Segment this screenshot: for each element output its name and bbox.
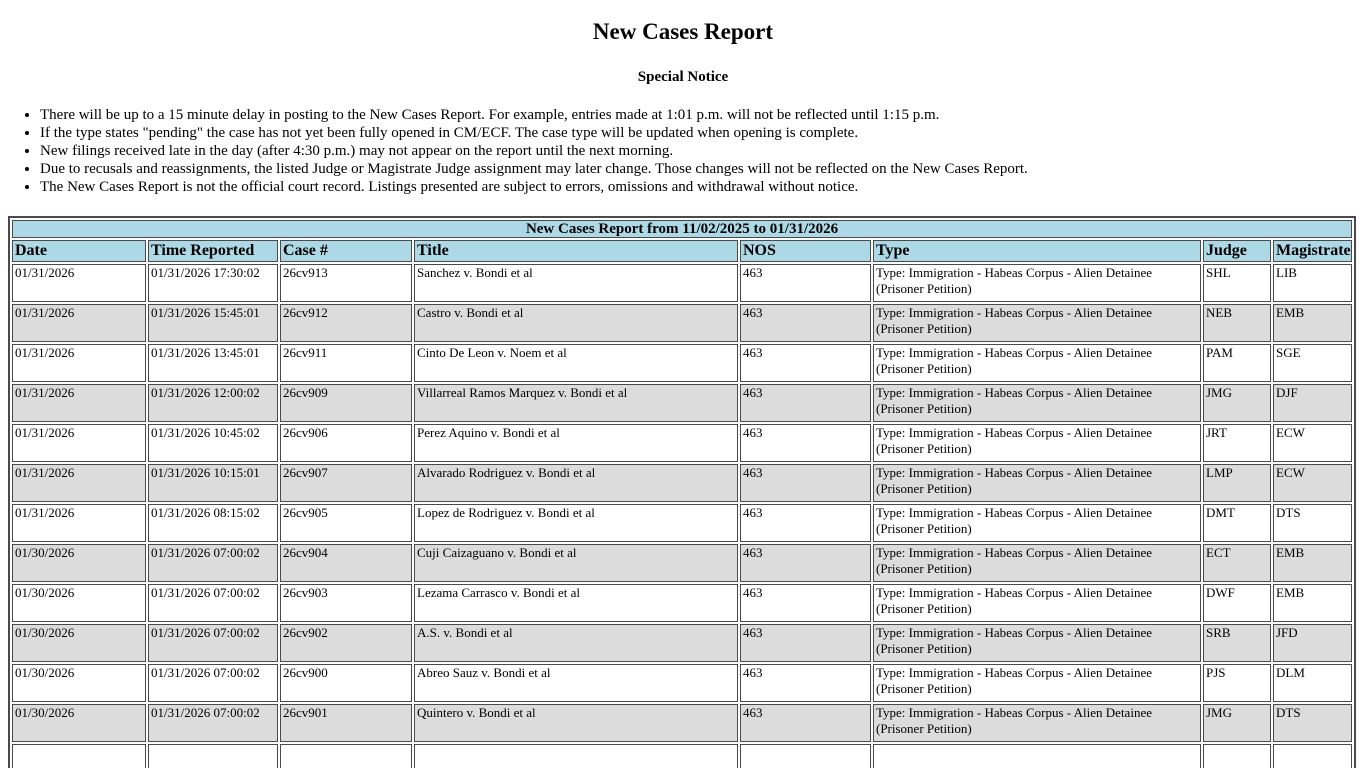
cell-type: Type: Immigration - Habeas Corpus - Alien Detainee (Prisoner Petition) — [873, 304, 1201, 342]
cell-judge — [1203, 744, 1271, 768]
cell-type: Type: Immigration - Habeas Corpus - Alien Detainee (Prisoner Petition) — [873, 624, 1201, 662]
column-header-title: Title — [414, 240, 738, 262]
cell-case-number: 26cv902 — [280, 624, 412, 662]
cell-case-number — [280, 744, 412, 768]
notice-item: • Due to recusals and reassignments, the listed Judge or Magistrate Judge assignment may later change. Those changes will not be reflected on the New Cases Report. — [40, 160, 1366, 178]
cell-type: Type: Immigration - Habeas Corpus - Alien Detainee (Prisoner Petition) — [873, 384, 1201, 422]
cell-magistrate: JFD — [1273, 624, 1352, 662]
notice-item: • There will be up to a 15 minute delay in posting to the New Cases Report. For example, entries made at 1:01 p.m. will not be reflected until 1:15 p.m. — [40, 106, 1366, 124]
cell-type: Type: Immigration - Habeas Corpus - Alien Detainee (Prisoner Petition) — [873, 664, 1201, 702]
cell-case-number: 26cv907 — [280, 464, 412, 502]
cell-nos: 463 — [740, 304, 871, 342]
table-row — [12, 664, 1352, 702]
cell-nos: 463 — [740, 664, 871, 702]
cell-magistrate: EMB — [1273, 304, 1352, 342]
cell-date: 01/30/2026 — [12, 584, 146, 622]
cell-date: 01/30/2026 — [12, 544, 146, 582]
cell-magistrate: DJF — [1273, 384, 1352, 422]
table-row — [12, 504, 1352, 542]
cell-date: 01/30/2026 — [12, 664, 146, 702]
cell-title — [414, 744, 738, 768]
column-header-case: Case # — [280, 240, 412, 262]
cell-judge: PJS — [1203, 664, 1271, 702]
table-row — [12, 344, 1352, 382]
cell-type: Type: Immigration - Habeas Corpus - Alien Detainee (Prisoner Petition) — [873, 544, 1201, 582]
cell-nos: 463 — [740, 384, 871, 422]
cell-title: Quintero v. Bondi et al — [414, 704, 738, 742]
cell-nos: 463 — [740, 504, 871, 542]
cell-case-number: 26cv900 — [280, 664, 412, 702]
cell-date: 01/31/2026 — [12, 384, 146, 422]
column-header-type: Type — [873, 240, 1201, 262]
cell-time-reported — [148, 744, 278, 768]
cell-type: Type: Immigration - Habeas Corpus - Alien Detainee (Prisoner Petition) — [873, 264, 1201, 302]
cell-nos: 463 — [740, 464, 871, 502]
cell-nos: 463 — [740, 544, 871, 582]
table-row — [12, 584, 1352, 622]
cell-magistrate: EMB — [1273, 544, 1352, 582]
cell-title: Castro v. Bondi et al — [414, 304, 738, 342]
cell-time-reported: 01/31/2026 07:00:02 — [148, 544, 278, 582]
cell-judge: SRB — [1203, 624, 1271, 662]
cell-title: Lezama Carrasco v. Bondi et al — [414, 584, 738, 622]
cell-case-number: 26cv912 — [280, 304, 412, 342]
column-header-judge: Judge — [1203, 240, 1271, 262]
cell-magistrate: EMB — [1273, 584, 1352, 622]
cell-time-reported: 01/31/2026 13:45:01 — [148, 344, 278, 382]
cell-date: 01/30/2026 — [12, 624, 146, 662]
table-row — [12, 424, 1352, 462]
special-notice-heading: Special Notice — [637, 69, 729, 85]
cell-case-number: 26cv909 — [280, 384, 412, 422]
page-title: New Cases Report — [592, 19, 774, 44]
table-row — [12, 744, 1352, 768]
table-row — [12, 384, 1352, 422]
cell-title: Sanchez v. Bondi et al — [414, 264, 738, 302]
cell-date — [12, 744, 146, 768]
cell-time-reported: 01/31/2026 10:15:01 — [148, 464, 278, 502]
cell-judge: PAM — [1203, 344, 1271, 382]
column-header-time-reported: Time Reported — [148, 240, 278, 262]
cell-time-reported: 01/31/2026 12:00:02 — [148, 384, 278, 422]
cell-title: A.S. v. Bondi et al — [414, 624, 738, 662]
cell-date: 01/31/2026 — [12, 264, 146, 302]
cell-magistrate — [1273, 744, 1352, 768]
cell-time-reported: 01/31/2026 07:00:02 — [148, 664, 278, 702]
cell-time-reported: 01/31/2026 07:00:02 — [148, 624, 278, 662]
cell-nos: 463 — [740, 704, 871, 742]
cell-magistrate: DTS — [1273, 504, 1352, 542]
cell-case-number: 26cv905 — [280, 504, 412, 542]
cell-title: Cinto De Leon v. Noem et al — [414, 344, 738, 382]
cell-time-reported: 01/31/2026 08:15:02 — [148, 504, 278, 542]
cell-type: Type: Immigration - Habeas Corpus - Alien Detainee (Prisoner Petition) — [873, 464, 1201, 502]
cell-judge: ECT — [1203, 544, 1271, 582]
cell-case-number: 26cv906 — [280, 424, 412, 462]
cell-nos — [740, 744, 871, 768]
table-row — [12, 544, 1352, 582]
cell-date: 01/31/2026 — [12, 424, 146, 462]
cell-magistrate: DTS — [1273, 704, 1352, 742]
cell-type: Type: Immigration - Habeas Corpus - Alien Detainee (Prisoner Petition) — [873, 344, 1201, 382]
cell-case-number: 26cv901 — [280, 704, 412, 742]
cell-magistrate: LIB — [1273, 264, 1352, 302]
column-header-magistrate: Magistrate — [1273, 240, 1352, 262]
report-table-body — [12, 264, 1352, 768]
cell-nos: 463 — [740, 584, 871, 622]
cell-nos: 463 — [740, 424, 871, 462]
cell-title: Lopez de Rodriguez v. Bondi et al — [414, 504, 738, 542]
cell-time-reported: 01/31/2026 10:45:02 — [148, 424, 278, 462]
notice-list — [0, 106, 1366, 196]
table-row — [12, 624, 1352, 662]
cell-judge: JRT — [1203, 424, 1271, 462]
report-caption-row — [12, 220, 1352, 238]
cell-time-reported: 01/31/2026 17:30:02 — [148, 264, 278, 302]
table-row — [12, 704, 1352, 742]
cell-case-number: 26cv903 — [280, 584, 412, 622]
cell-nos: 463 — [740, 264, 871, 302]
cell-type: Type: Immigration - Habeas Corpus - Alien Detainee (Prisoner Petition) — [873, 504, 1201, 542]
table-row — [12, 264, 1352, 302]
cell-date: 01/30/2026 — [12, 704, 146, 742]
cell-title: Alvarado Rodriguez v. Bondi et al — [414, 464, 738, 502]
table-row — [12, 304, 1352, 342]
column-header-nos: NOS — [740, 240, 871, 262]
cell-judge: NEB — [1203, 304, 1271, 342]
cell-case-number: 26cv904 — [280, 544, 412, 582]
notice-item: • New filings received late in the day (after 4:30 p.m.) may not appear on the report until the next morning. — [40, 142, 1366, 160]
cell-date: 01/31/2026 — [12, 464, 146, 502]
cell-title: Perez Aquino v. Bondi et al — [414, 424, 738, 462]
cell-type: Type: Immigration - Habeas Corpus - Alien Detainee (Prisoner Petition) — [873, 424, 1201, 462]
cell-judge: JMG — [1203, 704, 1271, 742]
cell-judge: DWF — [1203, 584, 1271, 622]
cell-type — [873, 744, 1201, 768]
cell-time-reported: 01/31/2026 15:45:01 — [148, 304, 278, 342]
cell-type: Type: Immigration - Habeas Corpus - Alien Detainee (Prisoner Petition) — [873, 584, 1201, 622]
cell-magistrate: ECW — [1273, 424, 1352, 462]
table-row — [12, 464, 1352, 502]
notice-item: • The New Cases Report is not the official court record. Listings presented are subject to errors, omissions and withdrawal without notice. — [40, 178, 1366, 196]
cell-judge: JMG — [1203, 384, 1271, 422]
cell-case-number: 26cv911 — [280, 344, 412, 382]
cell-nos: 463 — [740, 624, 871, 662]
cell-date: 01/31/2026 — [12, 304, 146, 342]
cell-time-reported: 01/31/2026 07:00:02 — [148, 704, 278, 742]
cell-magistrate: ECW — [1273, 464, 1352, 502]
cell-title: Villarreal Ramos Marquez v. Bondi et al — [414, 384, 738, 422]
report-caption: New Cases Report from 11/02/2025 to 01/31/2026 — [12, 220, 1352, 238]
notice-item: • If the type states "pending" the case has not yet been fully opened in CM/ECF. The case type will be updated when opening is complete. — [40, 124, 1366, 142]
cell-judge: DMT — [1203, 504, 1271, 542]
cell-title: Cuji Caizaguano v. Bondi et al — [414, 544, 738, 582]
cell-judge: LMP — [1203, 464, 1271, 502]
cell-case-number: 26cv913 — [280, 264, 412, 302]
cell-date: 01/31/2026 — [12, 504, 146, 542]
cell-magistrate: DLM — [1273, 664, 1352, 702]
cell-title: Abreo Sauz v. Bondi et al — [414, 664, 738, 702]
cell-date: 01/31/2026 — [12, 344, 146, 382]
cell-magistrate: SGE — [1273, 344, 1352, 382]
cell-time-reported: 01/31/2026 07:00:02 — [148, 584, 278, 622]
column-header-row — [12, 240, 1352, 262]
column-header-date: Date — [12, 240, 146, 262]
cell-judge: SHL — [1203, 264, 1271, 302]
report-table — [8, 216, 1356, 768]
cell-nos: 463 — [740, 344, 871, 382]
cell-type: Type: Immigration - Habeas Corpus - Alien Detainee (Prisoner Petition) — [873, 704, 1201, 742]
